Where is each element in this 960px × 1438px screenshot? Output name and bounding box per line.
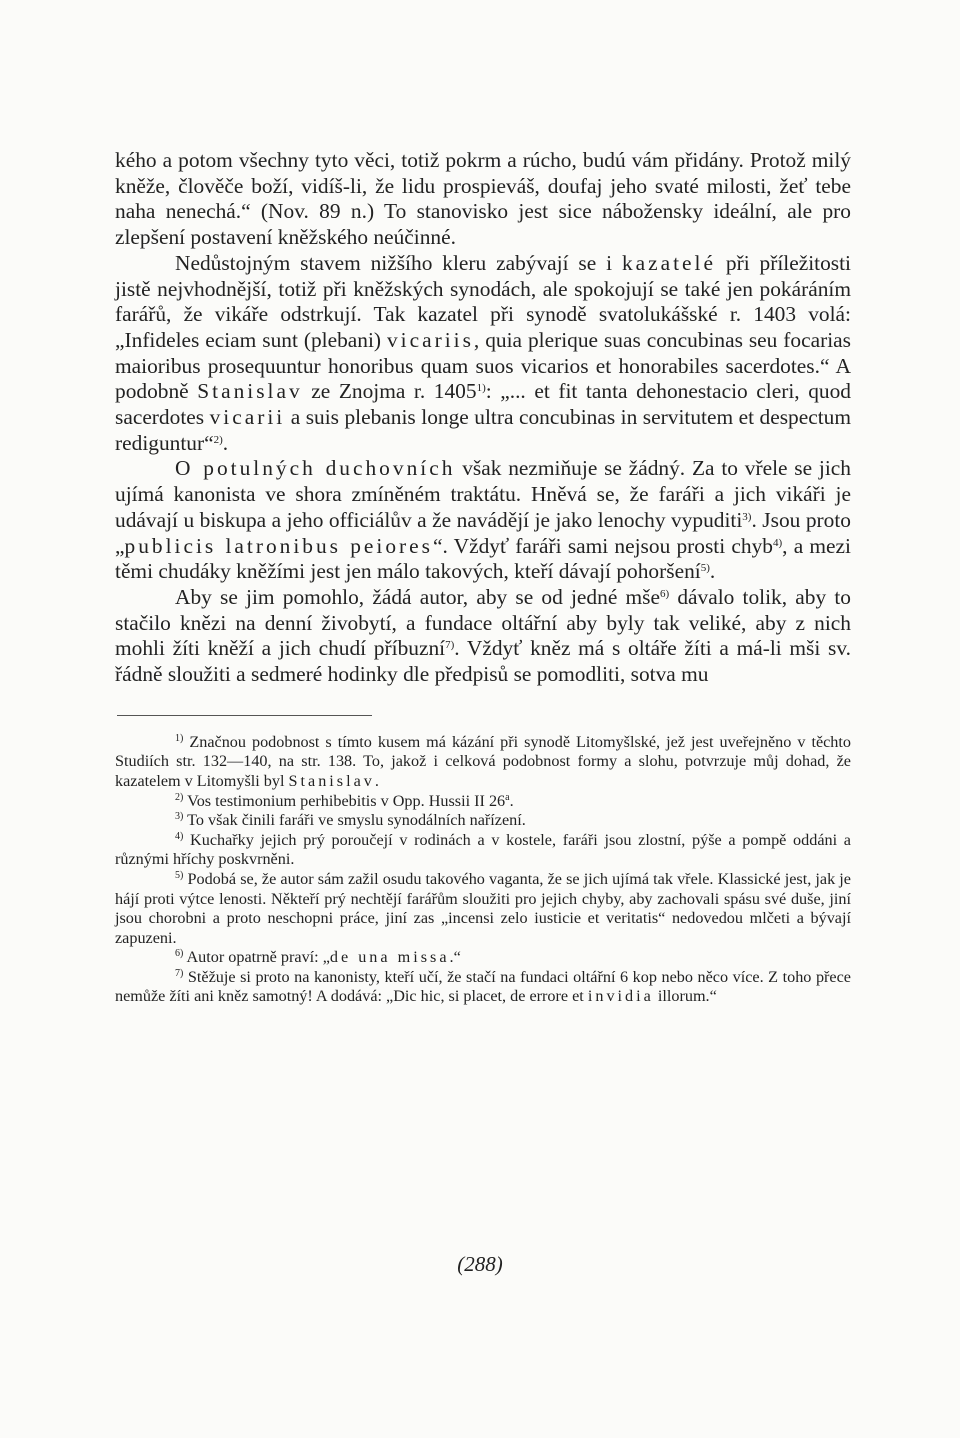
footnote-marker: 5) xyxy=(175,869,184,881)
footnote xyxy=(115,831,851,870)
footnote-marker: 3) xyxy=(175,811,184,823)
main-text xyxy=(115,148,851,688)
footnote xyxy=(115,870,851,948)
text-run: Aby se jim pomohlo, žádá autor, aby se od jedné mše xyxy=(175,584,660,609)
footnote xyxy=(115,811,851,831)
footnote-marker: 2) xyxy=(175,791,184,803)
text-run: Nedůstojným stavem nižšího kleru zabývají se i xyxy=(175,250,622,275)
footnote xyxy=(115,792,851,812)
footnote-marker: a xyxy=(505,791,510,803)
text-run: , a mezi těmi chudáky kněžími jest jen málo takových, kteří dávají pohoršení xyxy=(115,533,851,584)
footnote-marker: 2) xyxy=(213,433,223,446)
footnote xyxy=(115,968,851,1007)
spaced-text: publicis latronibus peiores xyxy=(124,533,433,558)
text-run: , quia plerique suas concubinas seu focarias maioribus prosequuntur honoribus quam suos vicarios et honorabiles sacerdotes.“ A podobně xyxy=(115,327,851,404)
footnote-marker: 4) xyxy=(772,536,783,549)
text-run: .“ xyxy=(449,948,461,967)
footnote-marker: 6) xyxy=(175,948,184,960)
spaced-text: de una missa xyxy=(329,948,450,967)
paragraph xyxy=(115,585,851,688)
text-run: Kuchařky jejich prý poroučejí v rodinách a v kostele, faráři jsou zlostní, pýše a pompě oddáni a různými hříchy poskvrněni. xyxy=(115,830,851,869)
spaced-text: invidia xyxy=(587,987,654,1006)
footnote-marker: 1) xyxy=(476,382,486,395)
spaced-text: vicarii xyxy=(209,405,286,430)
text-run: dávalo tolik, aby to stačilo knězi na denní živobytí, a fundace oltářní aby byly tak veliké, aby z nich mohli žíti kněží a jich chudí příbuzní xyxy=(115,584,852,661)
text-run: To však činili faráři ve smyslu synodálních nařízení. xyxy=(183,811,526,830)
spaced-text: vicariis xyxy=(386,327,474,352)
text-run: ze Znojma r. 1405 xyxy=(302,379,477,404)
text-run: Autor opatrně praví: „ xyxy=(183,948,330,967)
text-run: Vos testimonium perhibebitis v Opp. Hussii II 26 xyxy=(183,791,506,810)
page-number: (288) xyxy=(457,1252,503,1276)
text-run: : „... et fit tanta dehonestacio cleri, quod sacerdotes xyxy=(115,379,852,430)
text-run: . xyxy=(509,791,514,810)
spaced-text: kazatelé xyxy=(621,250,716,275)
footnote-marker: 7) xyxy=(175,967,184,979)
paragraph xyxy=(115,148,851,251)
text-run: . xyxy=(374,771,379,790)
footnote-separator xyxy=(117,715,372,716)
spaced-text: Stanislav xyxy=(197,379,303,404)
text-run: kého a potom všechny tyto věci, totiž pokrm a rúcho, budú vám přidány. Protož milý kněže, člověče boží, vidíš-li, že lidu prospieváš, doufaj jeho svaté milosti, žeť tebe naha nenechá.“ (Nov. 89 n.) To stanovisko jest sice nábožensky ideální, ale pro zlepšení postavení kněžského neúčinné. xyxy=(115,148,851,250)
paragraph xyxy=(115,251,851,457)
text-run: . Jsou proto „ xyxy=(115,507,851,558)
text-run: . xyxy=(709,559,716,584)
text-run: při příležitosti jistě nejvhodnější, totiž při kněžských synodách, ale spokojují se také jen pokáráním farářů, že vikáře odstrkují. Tak kazatel při synodě svatolukášské r. 1403 volá: „Infideles eciam sunt (plebani) xyxy=(115,250,851,352)
spaced-text: Stanislav xyxy=(288,771,375,790)
footnote xyxy=(115,733,851,792)
text-run: však nezmiňuje se žádný. Za to vřele se jich ujímá kanonista ve shora zmíněném traktátu. Hněvá se, že faráři a jich vikáři je udávají u biskupa a jeho officiálův a že navádějí je jako lenochy vypuditi xyxy=(115,456,851,532)
text-run: “. Vždyť faráři sami nejsou prosti chyb xyxy=(432,533,773,558)
footnote-marker: 5) xyxy=(700,562,710,575)
footnote-marker: 6) xyxy=(659,587,670,600)
text-run: Podobá se, že autor sám zažil osudu takového vaganta, že se jich ujímá tak vřele. Klassické jest, jak je hájí proti výtce lenosti. Někteří prý nechtějí farářům sloužiti pro jejich chyby, aby zachovali spásu své duše, jiní jsou chorobni a proto neschopni práce, jiní zas „incensi zelo iusticie et veritatis“ nedovedou mlčeti a bývají zapuzeni. xyxy=(115,869,851,947)
text-run: Stěžuje si proto na kanonisty, kteří učí, že stačí na fundaci oltářní 6 kop nebo něco více. Z toho přece nemůže žíti ani kněz samotný! A dodává: „Dic hic, si placet, de errore et xyxy=(115,967,851,1006)
footnotes xyxy=(115,733,851,1007)
footnote-marker: 7) xyxy=(445,639,455,652)
spaced-text: O potulných duchovních xyxy=(175,456,456,481)
text-run: a suis plebanis longe ultra concubinas in servitutem et despectum rediguntur“ xyxy=(115,405,851,455)
text-run: . xyxy=(222,430,229,455)
footnote-marker: 1) xyxy=(175,732,184,744)
footnote-marker: 4) xyxy=(175,830,184,842)
footnote xyxy=(115,948,851,968)
text-run: . Vždyť kněz má s oltáře žíti a má-li mši sv. řádně sloužiti a sedmeré hodinky dle předpisů se pomodliti, sotva mu xyxy=(115,636,851,687)
footnote-marker: 3) xyxy=(742,510,752,523)
text-run: illorum.“ xyxy=(653,987,717,1006)
page xyxy=(115,148,851,1007)
text-run: Značnou podobnost s tímto kusem má kázání při synodě Litomyšlské, jež jest uveřejněno v těchto Studiích str. 132—140, na str. 138. To, jakož i celková podobnost formy a slohu, potvrzuje můj dohad, že kazatelem v Litomyšli byl xyxy=(115,732,851,790)
paragraph xyxy=(115,456,851,585)
